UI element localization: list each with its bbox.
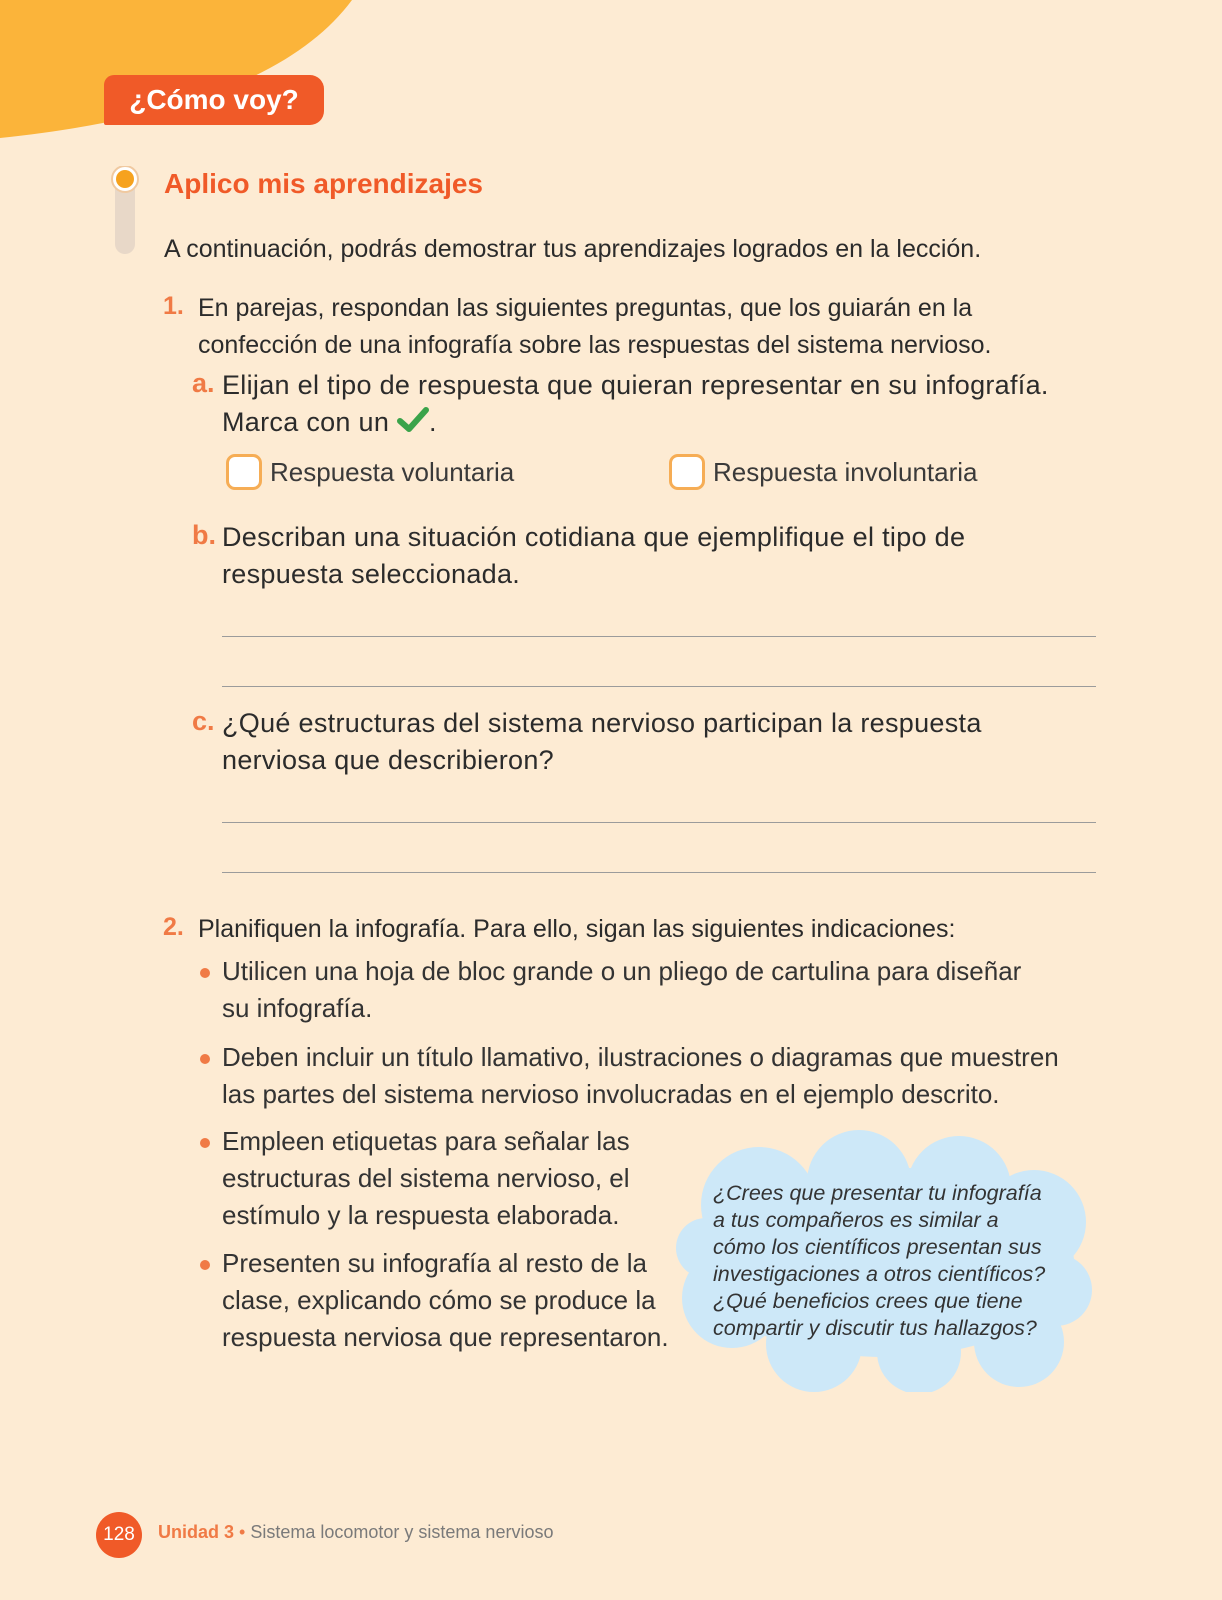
option-involuntary[interactable] <box>669 452 978 492</box>
option-voluntary[interactable] <box>226 452 514 492</box>
section-title: Aplico mis aprendizajes <box>164 168 483 199</box>
bullet-line: Deben incluir un título llamativo, ilustraciones o diagramas que muestren <box>222 1042 1059 1072</box>
check-icon <box>397 407 429 433</box>
bullet-dot <box>200 968 210 978</box>
bullet-line: estímulo y la respuesta elaborada. <box>222 1200 620 1230</box>
cloud-text <box>713 1180 1093 1342</box>
subquestion-text <box>222 519 965 593</box>
bullet-line: Utilicen una hoja de bloc grande o un pliego de cartulina para diseñar <box>222 956 1022 986</box>
answer-line[interactable] <box>222 872 1096 873</box>
bullet-dot <box>200 1138 210 1148</box>
bullet-line: estructuras del sistema nervioso, el <box>222 1163 630 1193</box>
cloud-line: ¿Qué beneficios crees que tiene <box>713 1289 1023 1313</box>
bullet-item <box>222 1039 1059 1113</box>
bullet-line: respuesta nerviosa que representaron. <box>222 1322 669 1352</box>
subquestion-line: nerviosa que describieron? <box>222 745 554 775</box>
bullet-item <box>222 1245 669 1356</box>
subquestion-line: respuesta seleccionada. <box>222 559 521 589</box>
bullet-line: Empleen etiquetas para señalar las <box>222 1126 630 1156</box>
subquestion-text <box>222 705 982 779</box>
bullet-line: clase, explicando cómo se produce la <box>222 1285 656 1315</box>
cloud-line: cómo los científicos presentan sus <box>713 1235 1042 1259</box>
page-number: 128 <box>96 1512 142 1558</box>
checkbox[interactable] <box>226 454 262 490</box>
question-text <box>198 290 992 364</box>
footer-subject: Sistema locomotor y sistema nervioso <box>250 1522 554 1542</box>
question-number: 1. <box>163 292 184 320</box>
subquestion-text <box>222 367 1049 441</box>
intro-text: A continuación, podrás demostrar tus aprendizajes logrados en la lección. <box>164 235 982 263</box>
question-number: 2. <box>163 913 184 941</box>
section-tag: ¿Cómo voy? <box>104 75 324 125</box>
subquestion-line: Describan una situación cotidiana que ejemplifique el tipo de <box>222 522 966 552</box>
answer-line[interactable] <box>222 686 1096 687</box>
cloud-line: a tus compañeros es similar a <box>713 1208 999 1232</box>
bullet-line: Presenten su infografía al resto de la <box>222 1248 647 1278</box>
subquestion-line: . <box>429 407 437 437</box>
subquestion-line: Marca con un <box>222 407 390 437</box>
footer <box>158 1522 553 1543</box>
bullet-dot <box>200 1054 210 1064</box>
option-label: Respuesta voluntaria <box>270 456 515 487</box>
bullet-item <box>222 1123 630 1234</box>
section-marker-icon <box>110 166 140 256</box>
subquestion-letter: b. <box>192 520 216 550</box>
bullet-line: su infografía. <box>222 993 373 1023</box>
option-label: Respuesta involuntaria <box>713 456 978 487</box>
cloud-line: ¿Crees que presentar tu infografía <box>713 1181 1042 1205</box>
bullet-dot <box>200 1260 210 1270</box>
answer-line[interactable] <box>222 822 1096 823</box>
question-line: En parejas, respondan las siguientes preguntas, que los guiarán en la <box>198 294 973 322</box>
subquestion-letter: c. <box>192 706 215 736</box>
cloud-line: compartir y discutir tus hallazgos? <box>713 1316 1037 1340</box>
cloud-line: investigaciones a otros científicos? <box>713 1262 1046 1286</box>
question-line: confección de una infografía sobre las respuestas del sistema nervioso. <box>198 331 992 359</box>
footer-separator: • <box>239 1522 246 1542</box>
bullet-item <box>222 953 1021 1027</box>
footer-unit: Unidad 3 <box>158 1522 235 1542</box>
bullet-line: las partes del sistema nervioso involucradas en el ejemplo descrito. <box>222 1079 1000 1109</box>
subquestion-letter: a. <box>192 368 215 398</box>
subquestion-line: Elijan el tipo de respuesta que quieran representar en su infografía. <box>222 370 1049 400</box>
subquestion-line: ¿Qué estructuras del sistema nervioso participan la respuesta <box>222 708 982 738</box>
checkbox[interactable] <box>669 454 705 490</box>
answer-line[interactable] <box>222 636 1096 637</box>
question-text: Planifiquen la infografía. Para ello, sigan las siguientes indicaciones: <box>198 915 956 943</box>
